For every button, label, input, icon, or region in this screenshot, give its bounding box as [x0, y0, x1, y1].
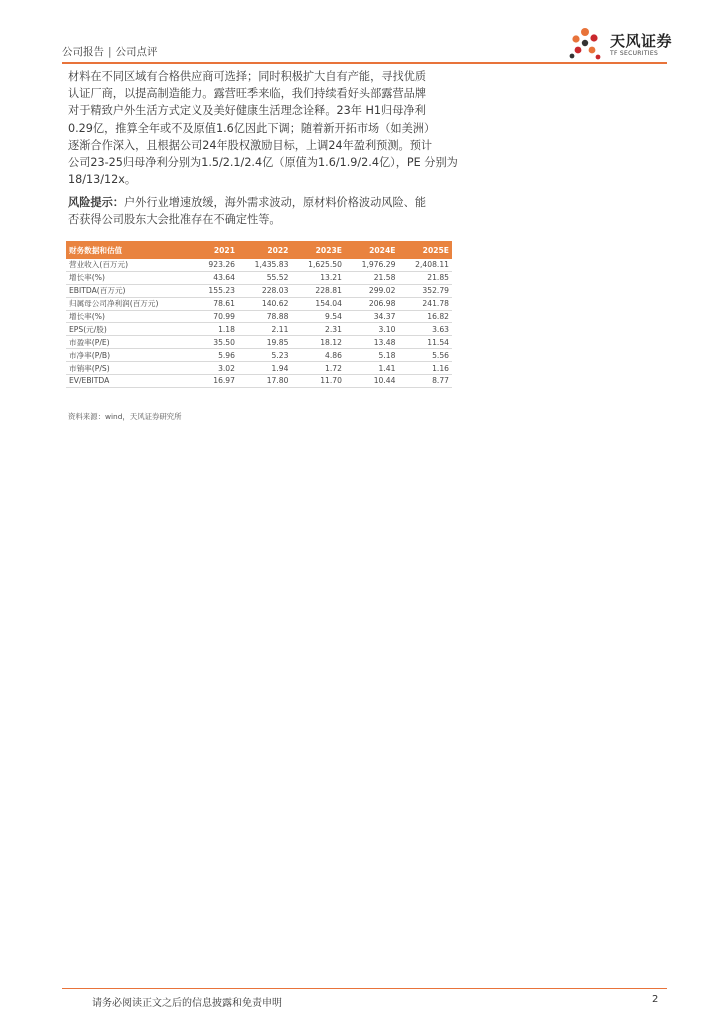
header-separator: |	[108, 46, 112, 58]
paragraph-line: 公司23-25归母净利分别为1.5/2.1/2.4亿（原值为1.6/1.9/2.4亿），PE 分别为	[68, 156, 458, 170]
table-header-cell: 2021	[194, 241, 238, 259]
row-label-cell: 市盈率(P/E)	[66, 336, 194, 349]
value-cell: 5.23	[238, 349, 291, 362]
value-cell: 155.23	[194, 284, 238, 297]
table-header-cell: 2022	[238, 241, 291, 259]
table-row	[66, 297, 452, 310]
flower-logo-icon	[566, 26, 606, 60]
value-cell: 13.21	[291, 271, 344, 284]
logo-name-en: TF SECURITIES	[610, 50, 659, 57]
report-type-label: 公司报告	[62, 46, 104, 58]
value-cell: 43.64	[194, 271, 238, 284]
financial-table	[66, 241, 452, 388]
value-cell: 241.78	[398, 297, 452, 310]
value-cell: 1,625.50	[291, 259, 344, 271]
value-cell: 35.50	[194, 336, 238, 349]
value-cell: 1,976.29	[345, 259, 398, 271]
value-cell: 1,435.83	[238, 259, 291, 271]
value-cell: 140.62	[238, 297, 291, 310]
row-label-cell: 归属母公司净利润(百万元)	[66, 297, 194, 310]
value-cell: 78.61	[194, 297, 238, 310]
table-header-cell: 2023E	[291, 241, 344, 259]
footer-disclaimer: 请务必阅读正文之后的信息披露和免责申明	[92, 998, 282, 1009]
header-divider	[62, 62, 667, 64]
table-row	[66, 259, 452, 271]
value-cell: 18.12	[291, 336, 344, 349]
table-header-cell: 财务数据和估值	[66, 241, 194, 259]
risk-label: 风险提示：	[68, 196, 124, 209]
value-cell: 3.02	[194, 362, 238, 375]
value-cell: 34.37	[345, 310, 398, 323]
value-cell: 5.96	[194, 349, 238, 362]
row-label-cell: 增长率(%)	[66, 271, 194, 284]
value-cell: 154.04	[291, 297, 344, 310]
table-header-cell: 2024E	[345, 241, 398, 259]
value-cell: 21.58	[345, 271, 398, 284]
table-row	[66, 349, 452, 362]
table-row	[66, 284, 452, 297]
value-cell: 299.02	[345, 284, 398, 297]
table-row	[66, 310, 452, 323]
value-cell: 11.54	[398, 336, 452, 349]
paragraph-line: 认证厂商，以提高制造能力。露营旺季来临，我们持续看好头部露营品牌	[68, 87, 427, 101]
row-label-cell: 营业收入(百万元)	[66, 259, 194, 271]
value-cell: 11.70	[291, 375, 344, 388]
paragraph-line: 对于精致户外生活方式定义及美好健康生活理念诠释。23年 H1归母净利	[68, 104, 426, 118]
analysis-paragraph	[68, 68, 468, 188]
value-cell: 70.99	[194, 310, 238, 323]
value-cell: 3.63	[398, 323, 452, 336]
value-cell: 78.88	[238, 310, 291, 323]
row-label-cell: EPS(元/股)	[66, 323, 194, 336]
data-source-note: 资料来源：wind，天风证券研究所	[68, 412, 182, 421]
company-logo	[566, 26, 676, 60]
risk-text: 户外行业增速放缓，海外需求波动，原材料价格波动风险、能	[123, 196, 427, 209]
row-label-cell: 增长率(%)	[66, 310, 194, 323]
row-label-cell: EBITDA(百万元)	[66, 284, 194, 297]
table-row	[66, 362, 452, 375]
value-cell: 1.41	[345, 362, 398, 375]
value-cell: 1.18	[194, 323, 238, 336]
value-cell: 5.56	[398, 349, 452, 362]
value-cell: 923.26	[194, 259, 238, 271]
value-cell: 10.44	[345, 375, 398, 388]
value-cell: 3.10	[345, 323, 398, 336]
value-cell: 2.31	[291, 323, 344, 336]
value-cell: 5.18	[345, 349, 398, 362]
value-cell: 1.16	[398, 362, 452, 375]
value-cell: 17.80	[238, 375, 291, 388]
value-cell: 2,408.11	[398, 259, 452, 271]
paragraph-line: 0.29亿，推算全年或不及原值1.6亿因此下调；随着新开拓市场（如美洲）	[68, 121, 436, 135]
table-header-row	[66, 241, 452, 259]
footer-divider	[62, 988, 667, 989]
value-cell: 352.79	[398, 284, 452, 297]
report-category	[62, 44, 158, 59]
value-cell: 16.97	[194, 375, 238, 388]
value-cell: 1.72	[291, 362, 344, 375]
table-body	[66, 259, 452, 387]
risk-line	[68, 194, 468, 211]
value-cell: 206.98	[345, 297, 398, 310]
row-label-cell: EV/EBITDA	[66, 375, 194, 388]
value-cell: 55.52	[238, 271, 291, 284]
value-cell: 2.11	[238, 323, 291, 336]
paragraph-line: 逐渐合作深入，且根据公司24年股权激励目标，上调24年盈利预测。预计	[68, 138, 433, 152]
page-number: 2	[652, 994, 659, 1005]
value-cell: 8.77	[398, 375, 452, 388]
table-row	[66, 271, 452, 284]
paragraph-line: 材料在不同区域有合格供应商可选择；同时积极扩大自有产能，寻找优质	[68, 70, 427, 83]
table-row	[66, 323, 452, 336]
row-label-cell: 市净率(P/B)	[66, 349, 194, 362]
value-cell: 228.03	[238, 284, 291, 297]
value-cell: 9.54	[291, 310, 344, 323]
table-row	[66, 375, 452, 388]
logo-name-cn: 天风证券	[610, 32, 673, 50]
value-cell: 228.81	[291, 284, 344, 297]
value-cell: 4.86	[291, 349, 344, 362]
table-header-cell: 2025E	[398, 241, 452, 259]
value-cell: 13.48	[345, 336, 398, 349]
report-subtype-label: 公司点评	[115, 46, 158, 58]
value-cell: 16.82	[398, 310, 452, 323]
value-cell: 19.85	[238, 336, 291, 349]
table-row	[66, 336, 452, 349]
row-label-cell: 市销率(P/S)	[66, 362, 194, 375]
value-cell: 1.94	[238, 362, 291, 375]
paragraph-line: 18/13/12x。	[68, 173, 137, 187]
value-cell: 21.85	[398, 271, 452, 284]
risk-line: 否获得公司股东大会批准存在不确定性等。	[68, 213, 281, 227]
risk-paragraph	[68, 194, 468, 228]
